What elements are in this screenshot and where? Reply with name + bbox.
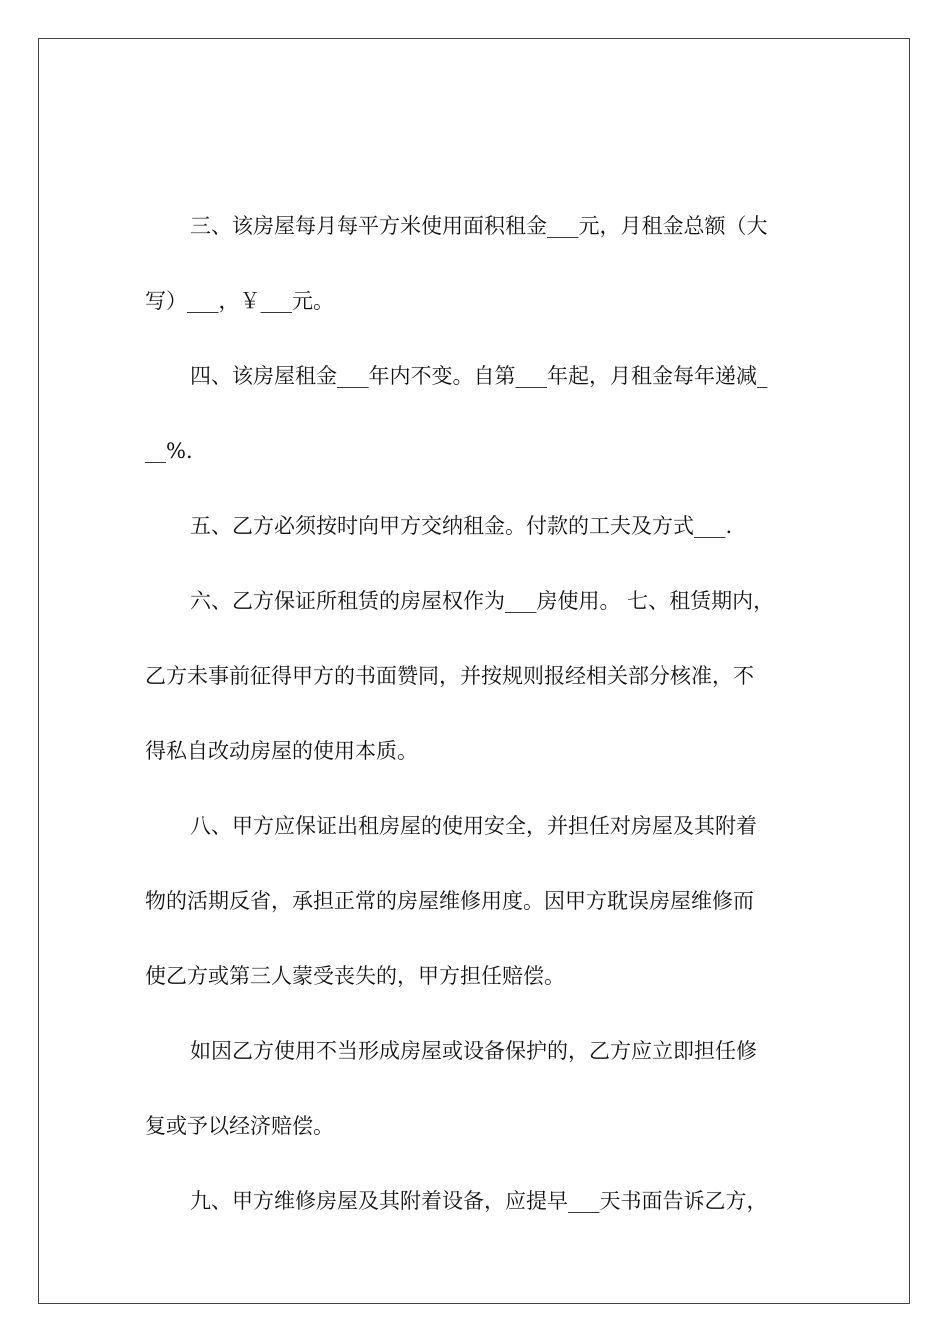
clause-5-line-1: 五、乙方必须按时向甲方交纳租金。付款的工夫及方式___.: [190, 514, 733, 538]
clause-8b-line-1: 如因乙方使用不当形成房屋或设备保护的，乙方应立即担任修: [190, 1039, 757, 1063]
clause-3-line-2: 写）___，￥___元。: [145, 289, 334, 313]
clause-4-line-2: __%.: [145, 439, 193, 463]
clause-7-line-2: 乙方未事前征得甲方的书面赞同，并按规则报经相关部分核准，不: [145, 664, 754, 688]
clause-7-line-3: 得私自改动房屋的使用本质。: [145, 739, 418, 763]
clause-8-line-1: 八、甲方应保证出租房屋的使用安全，并担任对房屋及其附着: [190, 814, 757, 838]
clause-4-line-1: 四、该房屋租金___年内不变。自第___年起，月租金每年递减_: [190, 364, 768, 388]
clause-8-line-2: 物的活期反省，承担正常的房屋维修用度。因甲方耽误房屋维修而: [145, 889, 754, 913]
clause-6-7-line-1: 六、乙方保证所租赁的房屋权作为___房使用。 七、租赁期内，: [190, 589, 775, 613]
clause-8b-line-2: 复或予以经济赔偿。: [145, 1114, 334, 1138]
clause-9-line-1: 九、甲方维修房屋及其附着设备，应提早___天书面告诉乙方，: [190, 1189, 768, 1213]
clause-8-line-3: 使乙方或第三人蒙受丧失的，甲方担任赔偿。: [145, 964, 565, 988]
clause-3-line-1: 三、该房屋每月每平方米使用面积租金___元，月租金总额（大: [190, 214, 768, 238]
